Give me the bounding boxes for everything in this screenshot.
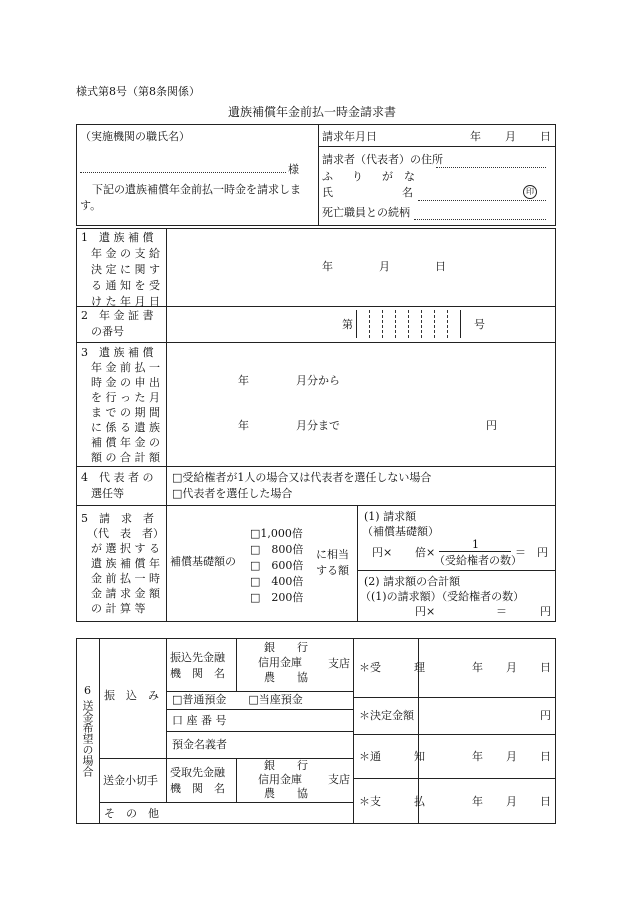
sec3-from-month: 月分から bbox=[296, 374, 340, 387]
sec1-year: 年 bbox=[322, 260, 333, 273]
request-date-label: 請求年月日 bbox=[322, 130, 377, 143]
furigana-4: な bbox=[404, 170, 415, 183]
form-number: 様式第8号（第8条関係） bbox=[76, 85, 200, 98]
sec3-yen: 円 bbox=[486, 419, 497, 432]
sec5-calc2-yen2: 円 bbox=[540, 605, 551, 618]
sec4-label: 4 代 表 者 の 選任等 bbox=[81, 471, 154, 500]
sec6-vertical-label: 送金希望の場合 bbox=[81, 700, 94, 777]
payment-year: 年 bbox=[472, 795, 483, 808]
address-label: 請求者（代表者）の住所 bbox=[322, 153, 443, 166]
notice-month: 月 bbox=[506, 750, 517, 763]
payment-month: 月 bbox=[506, 795, 517, 808]
request-day: 日 bbox=[540, 130, 551, 143]
furigana-3: が bbox=[382, 170, 393, 183]
sec5-calc1-title: (1) 請求額 bbox=[364, 510, 417, 523]
notice-label: ＊通 知 bbox=[359, 750, 425, 763]
furikomi-label: 振 込 み bbox=[104, 689, 159, 702]
sama-label: 様 bbox=[288, 163, 299, 176]
form-title: 遺族補償年金前払一時金請求書 bbox=[228, 105, 397, 119]
furigana-1: ふ bbox=[322, 170, 333, 183]
sec2-dai: 第 bbox=[342, 318, 353, 331]
receipt-month: 月 bbox=[506, 661, 517, 674]
request-year: 年 bbox=[470, 130, 481, 143]
sec3-label: 3 遺 族 補 償 年 金 前 払 一 時 金 の 申 出 を 行 っ た 月 ま で の 期 間 に 係 る 遺 族 補 償 年 金 の 額 の 合 計 額 bbox=[81, 346, 160, 464]
notice-day: 日 bbox=[540, 750, 551, 763]
name-label-2: 名 bbox=[402, 186, 413, 199]
receipt-label: ＊受 理 bbox=[359, 661, 425, 674]
sec5-calc1-eq: ＝ 円 bbox=[515, 546, 548, 559]
sec5-calc2-yen: 円× bbox=[415, 605, 436, 618]
receipt-day: 日 bbox=[540, 661, 551, 674]
sec2-go: 号 bbox=[474, 318, 485, 331]
sec5-calc1-yen: 円× bbox=[372, 546, 393, 559]
decided-amount-yen: 円 bbox=[540, 709, 551, 722]
sec1-label: 1 遺 族 補 償 年 金 の 支 給 決 定 に 関 す る 通 知 を 受 け た 年 月 日 bbox=[81, 231, 160, 308]
sec4-option-single[interactable]: □受給権者が1人の場合又は代表者を選任しない場合 bbox=[172, 471, 432, 484]
sec5-calc1-numerator: 1 bbox=[472, 538, 479, 551]
recv-institution-label: 受取先金融 機 関 名 bbox=[170, 766, 225, 795]
receipt-year: 年 bbox=[472, 661, 483, 674]
seal-icon: 印 bbox=[523, 185, 537, 199]
sec1-month: 月 bbox=[379, 260, 390, 273]
recv-branch: 支店 bbox=[328, 773, 350, 786]
sec2-label: 2 年 金 証 書 の番号 bbox=[81, 309, 154, 338]
sec5-calc1-sub: （補償基礎額） bbox=[362, 525, 439, 538]
sec5-corr-1: に相当 bbox=[316, 548, 349, 561]
dest-branch: 支店 bbox=[328, 657, 350, 670]
sec4-option-representative[interactable]: □代表者を選任した場合 bbox=[172, 487, 293, 500]
request-text-2: す。 bbox=[80, 199, 102, 212]
payment-label: ＊支 払 bbox=[359, 795, 425, 808]
sec3-from-year: 年 bbox=[238, 374, 249, 387]
sec5-base-label: 補償基礎額の bbox=[170, 555, 236, 568]
payment-day: 日 bbox=[540, 795, 551, 808]
account-holder-label: 預金名義者 bbox=[172, 738, 227, 751]
request-month: 月 bbox=[505, 130, 516, 143]
sec5-corr-2: する額 bbox=[316, 564, 349, 577]
sec5-calc2-sub: （(1)の請求額）（受給権者の数） bbox=[360, 590, 525, 603]
dest-institution-label: 振込先金融 機 関 名 bbox=[170, 651, 225, 680]
dest-bank-types: 銀 行 信用金庫 農 協 bbox=[258, 641, 308, 684]
account-number-label: 口 座 番 号 bbox=[172, 714, 227, 727]
account-type-options[interactable]: □普通預金 □当座預金 bbox=[172, 693, 303, 706]
cheque-label: 送金小切手 bbox=[103, 774, 158, 787]
sec3-to-month: 月分まで bbox=[296, 419, 340, 432]
notice-year: 年 bbox=[472, 750, 483, 763]
sec1-day: 日 bbox=[435, 260, 446, 273]
sec5-calc1-bai: 倍× bbox=[415, 546, 436, 559]
request-text-1: 下記の遺族補償年金前払一時金を請求しま bbox=[92, 183, 301, 196]
decided-amount-label: ＊決定金額 bbox=[359, 709, 414, 722]
sec5-calc2-eq: ＝ bbox=[496, 605, 507, 618]
agency-label: （実施機関の職氏名） bbox=[80, 130, 190, 143]
relation-label: 死亡職員との続柄 bbox=[322, 206, 410, 219]
recv-bank-types: 銀 行 信用金庫 農 協 bbox=[258, 759, 308, 800]
furigana-2: り bbox=[352, 170, 363, 183]
sec3-to-year: 年 bbox=[238, 419, 249, 432]
sec5-label: 5 請 求 者 （代 表 者） が 選 択 す る 遺 族 補 償 年 金 前 払 一 時 金 請 求 金 額 の 計 算 等 bbox=[81, 512, 164, 615]
sec5-calc1-denominator: （受給権者の数） bbox=[434, 554, 522, 567]
sec6-number: 6 bbox=[84, 684, 91, 697]
name-label-1: 氏 bbox=[322, 186, 333, 199]
sec5-multiples[interactable]: □1,000倍 □ 800倍 □ 600倍 □ 400倍 □ 200倍 bbox=[250, 527, 304, 604]
sec5-calc2-title: (2) 請求額の合計額 bbox=[364, 575, 461, 588]
other-label: そ の 他 bbox=[104, 807, 159, 820]
